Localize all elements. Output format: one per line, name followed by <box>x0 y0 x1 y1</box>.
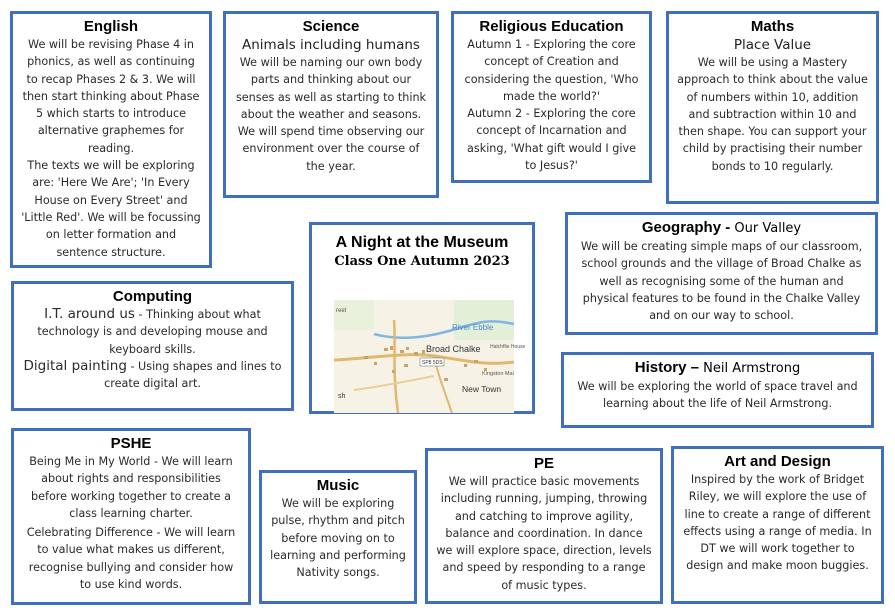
computing-card <box>11 281 294 411</box>
computing-item-2 <box>22 358 283 393</box>
topic-subtitle: Class One Autumn 2023 <box>334 254 510 269</box>
maths-text: We will be using a Mastery approach to think about the value of numbers within 10, addition and subtraction within 10 and then shape. You can support your child by practising their number bonds to 10 regularly. <box>677 56 868 173</box>
map-kingston-label: Kingston Mai <box>482 371 514 377</box>
art-card <box>671 446 884 604</box>
map-edge-label: sh <box>338 393 346 400</box>
science-title: Science <box>302 18 360 35</box>
computing-lead-1: I.T. around us <box>44 306 135 322</box>
music-text: We will be exploring pulse, rhythm and pitch before moving on to learning and performing Nativity songs. <box>270 497 406 580</box>
map-river-label: River Ebble <box>452 323 494 332</box>
history-card <box>561 352 874 428</box>
maths-title: Maths <box>750 18 795 35</box>
english-card <box>10 11 212 268</box>
computing-item-1 <box>22 306 283 358</box>
pe-title: PE <box>533 455 554 472</box>
map-house-label: Hatchflie House <box>490 344 526 350</box>
re-text-2: Autumn 2 - Exploring the core concept of Incarnation and asking, 'What gift would I give to Jesus?' <box>467 107 636 173</box>
maths-card <box>666 11 879 204</box>
map-newtown-label: New Town <box>462 384 502 394</box>
english-text-2: The texts we will be exploring are: 'Here We Are'; 'In Every House on Every Street' and 'Little Red'. We will be focussing on letter formation and sentence structure. <box>21 159 201 259</box>
music-card <box>259 470 417 604</box>
pe-text: We will practice basic movements including running, jumping, throwing and catching to improve agility, balance and coordination. In dance we will explore space, direction, levels and speed by responding to a range of music types. <box>436 475 652 592</box>
art-text: Inspired by the work of Bridget Riley, we will explore the use of line to create a range of different effects using a range of media. In DT we will work together to design and make moon buggies. <box>683 473 872 573</box>
map-village-label: Broad Chalke <box>426 344 481 354</box>
village-map-drawing <box>334 300 526 413</box>
computing-title: Computing <box>112 288 193 305</box>
history-heading <box>572 359 863 378</box>
computing-lead-2: Digital painting <box>23 357 127 374</box>
history-title: History – <box>634 359 699 376</box>
history-subtitle: Neil Armstrong <box>703 361 801 376</box>
topic-card <box>309 222 535 414</box>
re-title: Religious Education <box>479 18 624 35</box>
maths-subtitle: Place Value <box>733 37 812 53</box>
geography-card <box>565 212 878 335</box>
science-subtitle: Animals including humans <box>242 37 420 53</box>
computing-text-2: - Using shapes and lines to create digital art. <box>104 359 282 391</box>
geography-title: Geography - <box>641 219 731 236</box>
geography-text: We will be creating simple maps of our classroom, school grounds and the village of Broad Chalke as well as recognising some of the human and physical features to be found in the Chalke Valley and on our way to school. <box>580 240 863 323</box>
science-text: We will be naming our own body parts and thinking about our senses as well as starting to think about the weather and seasons. We will spend time observing our environment over the course of the year. <box>235 56 427 173</box>
topic-title: A Night at the Museum <box>335 234 509 251</box>
art-title: Art and Design <box>724 453 831 470</box>
map-road-label: SP8 5DS <box>422 360 443 366</box>
map-street-label: reet <box>336 308 347 314</box>
pshe-title: PSHE <box>110 435 152 452</box>
geography-heading <box>576 219 867 238</box>
computing-text-1: - Thinking about what technology is and developing mouse and keyboard skills. <box>37 308 268 356</box>
village-map <box>334 300 526 413</box>
science-card <box>223 11 439 198</box>
pshe-text-1: Being Me in My World - We will learn about rights and responsibilities before working together to create a class learning charter. <box>29 455 233 520</box>
geography-subtitle: Our Valley <box>734 221 802 236</box>
pshe-text-2: Celebrating Difference - We will learn to value what makes us different, recognise bullying and consider how to use kind words. <box>26 526 236 592</box>
pe-card <box>425 448 663 604</box>
re-text-1: Autumn 1 - Exploring the core concept of Creation and considering the question, 'Who made the world?' <box>464 38 639 103</box>
re-card <box>451 11 652 183</box>
pshe-card <box>11 428 251 605</box>
history-text: We will be exploring the world of space travel and learning about the life of Neil Armstrong. <box>577 380 858 411</box>
english-text-1: We will be revising Phase 4 in phonics, as well as continuing to recap Phases 2 & 3. We will then start thinking about Phase 5 which starts to introduce alternative graphemes for reading. <box>22 38 200 155</box>
english-title: English <box>83 18 139 35</box>
music-title: Music <box>316 477 360 494</box>
